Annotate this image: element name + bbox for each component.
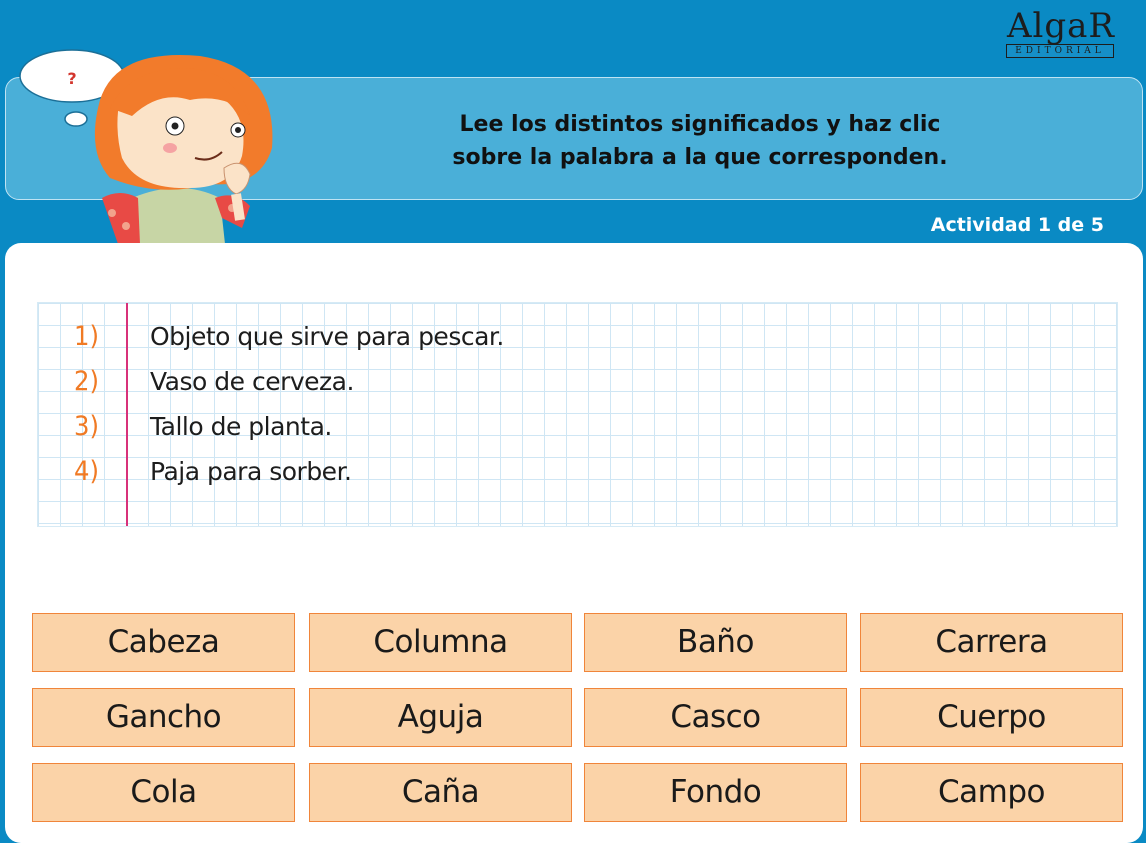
definition-text: Objeto que sirve para pescar. [150, 322, 504, 351]
logo-subtitle: EDITORIAL [1006, 44, 1114, 58]
definition-text: Tallo de planta. [150, 412, 332, 441]
word-button-casco[interactable]: Casco [584, 688, 847, 747]
definition-item [38, 454, 1117, 499]
definition-item [38, 364, 1117, 409]
instruction-line-1: Lee los distintos significados y haz clic [459, 112, 941, 137]
definition-number: 2) [74, 366, 99, 397]
word-button-cola[interactable]: Cola [32, 763, 295, 822]
thought-question-mark: ? [67, 69, 77, 88]
definitions-notebook [37, 302, 1118, 527]
definition-item [38, 409, 1117, 454]
word-button-bano[interactable]: Baño [584, 613, 847, 672]
definition-item [38, 319, 1117, 364]
definition-number: 3) [74, 411, 99, 442]
word-button-aguja[interactable]: Aguja [309, 688, 572, 747]
word-button-fondo[interactable]: Fondo [584, 763, 847, 822]
logo-wordmark: AlgaR [1006, 6, 1116, 46]
word-button-cuerpo[interactable]: Cuerpo [860, 688, 1123, 747]
instruction-line-2: sobre la palabra a la que corresponden. [452, 145, 948, 170]
definition-number: 1) [74, 321, 99, 352]
definition-number: 4) [74, 456, 99, 487]
definition-text: Vaso de cerveza. [150, 367, 354, 396]
word-button-cabeza[interactable]: Cabeza [32, 613, 295, 672]
definitions-list [38, 319, 1117, 499]
word-button-gancho[interactable]: Gancho [32, 688, 295, 747]
girl-thinking-illustration [10, 38, 310, 244]
algar-logo [1004, 6, 1116, 58]
activity-counter: Actividad 1 de 5 [930, 214, 1104, 236]
word-button-columna[interactable]: Columna [309, 613, 572, 672]
word-button-cana[interactable]: Caña [309, 763, 572, 822]
instruction-text [400, 108, 1000, 174]
word-button-carrera[interactable]: Carrera [860, 613, 1123, 672]
definition-text: Paja para sorber. [150, 457, 352, 486]
word-button-campo[interactable]: Campo [860, 763, 1123, 822]
